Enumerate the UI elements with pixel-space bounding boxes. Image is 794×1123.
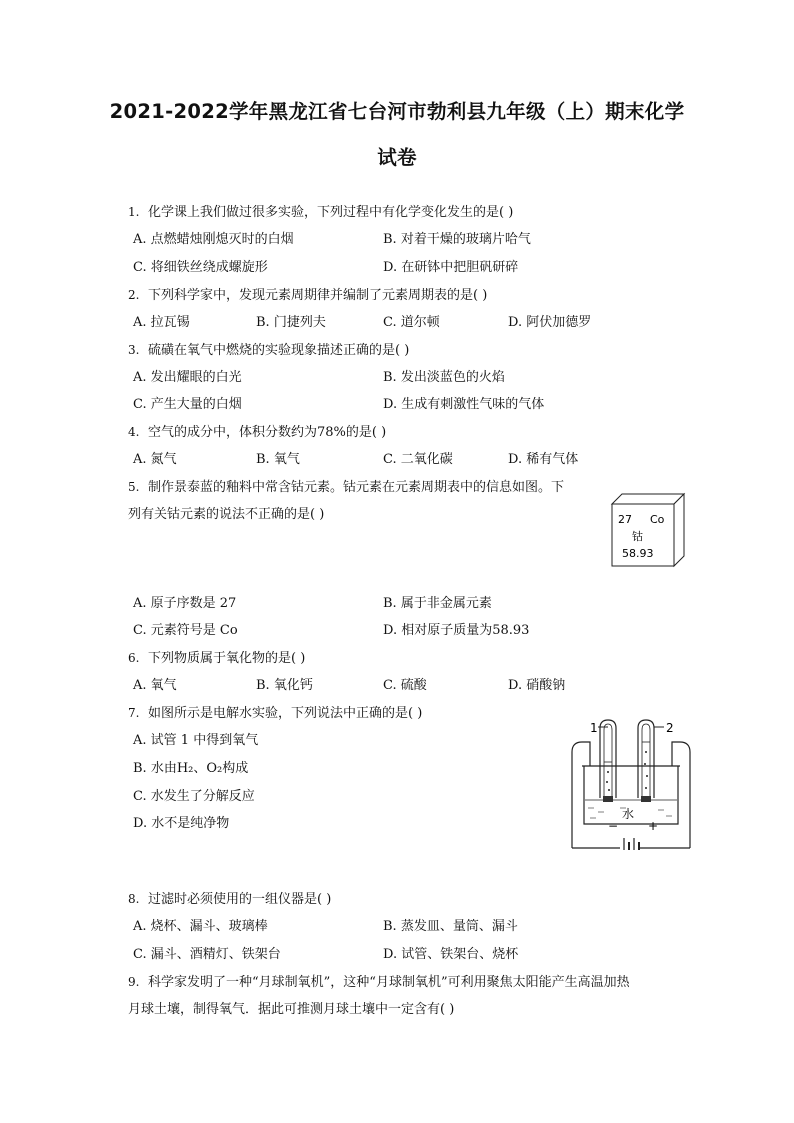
option-b: B. 属于非金属元素 (383, 596, 492, 611)
question-number: 9. (128, 975, 140, 989)
option-a: A. 氧气 (133, 678, 177, 693)
question-text: 如图所示是电解水实验，下列说法中正确的是( ) (148, 706, 423, 721)
option-d: D. 相对原子质量为58.93 (383, 623, 530, 638)
question-text: 空气的成分中，体积分数约为78%的是( ) (148, 425, 387, 440)
question-number: 4. (128, 425, 140, 439)
option-c: C. 漏斗、酒精灯、铁架台 (133, 947, 281, 962)
option-d: D. 阿伏加德罗 (508, 315, 592, 330)
question-number: 7. (128, 706, 140, 720)
question-2 (128, 286, 487, 305)
element-name: 钴 (632, 530, 643, 543)
tube-2-label: 2 (666, 721, 674, 735)
option-a: A. 发出耀眼的白光 (133, 370, 242, 385)
question-number: 3. (128, 343, 140, 357)
option-c: C. 元素符号是 Co (133, 623, 238, 638)
electrolysis-diagram (568, 712, 698, 850)
question-number: 5. (128, 480, 140, 494)
question-8 (128, 890, 331, 909)
option-b: B. 氧气 (256, 452, 300, 467)
question-5 (128, 478, 564, 497)
positive-terminal: + (648, 819, 659, 833)
option-c: C. 二氧化碳 (383, 452, 453, 467)
question-number: 6. (128, 651, 140, 665)
option-a: A. 原子序数是 27 (133, 596, 237, 611)
option-d: D. 生成有刺激性气味的气体 (383, 397, 545, 412)
page-title-line2: 试卷 (377, 146, 417, 169)
option-b: B. 水由H₂、O₂构成 (133, 761, 249, 776)
question-text: 过滤时必须使用的一组仪器是( ) (148, 892, 332, 907)
element-symbol: Co (650, 513, 665, 526)
option-c: C. 道尔顿 (383, 315, 440, 330)
option-c: C. 硫酸 (383, 678, 427, 693)
option-b: B. 门捷列夫 (256, 315, 326, 330)
option-a: A. 氮气 (133, 452, 177, 467)
option-a: A. 拉瓦锡 (133, 315, 190, 330)
question-3 (128, 341, 409, 360)
question-text: 下列物质属于氧化物的是( ) (148, 651, 306, 666)
question-text: 下列科学家中，发现元素周期律并编制了元素周期表的是( ) (148, 288, 488, 303)
question-number: 8. (128, 892, 140, 906)
option-d: D. 硝酸钠 (508, 678, 566, 693)
atomic-mass: 58.93 (622, 547, 654, 560)
question-5-line2: 列有关钴元素的说法不正确的是( ) (128, 507, 325, 522)
option-d: D. 水不是纯净物 (133, 816, 230, 831)
option-c: C. 将细铁丝绕成螺旋形 (133, 260, 268, 275)
option-d: D. 在研钵中把胆矾研碎 (383, 260, 519, 275)
question-text: 科学家发明了一种“月球制氧机”，这种“月球制氧机”可利用聚焦太阳能产生高温加热 (148, 975, 630, 990)
option-b: B. 蒸发皿、量筒、漏斗 (383, 919, 518, 934)
option-a: A. 烧杯、漏斗、玻璃棒 (133, 919, 268, 934)
atomic-number: 27 (618, 513, 632, 526)
option-a: A. 试管 1 中得到氧气 (133, 733, 259, 748)
option-a: A. 点燃蜡烛刚熄灭时的白烟 (133, 232, 294, 247)
page-title: 2021-2022学年黑龙江省七台河市勃利县九年级（上）期末化学 (109, 100, 685, 123)
question-4 (128, 423, 386, 442)
option-b: B. 氧化钙 (256, 678, 313, 693)
question-9-line2: 月球土壤，制得氧气．据此可推测月球土壤中一定含有( ) (128, 1002, 455, 1017)
question-text: 硫磺在氧气中燃烧的实验现象描述正确的是( ) (148, 343, 410, 358)
option-d: D. 稀有气体 (508, 452, 579, 467)
option-c: C. 水发生了分解反应 (133, 789, 255, 804)
water-label: 水 (622, 807, 635, 821)
option-c: C. 产生大量的白烟 (133, 397, 242, 412)
question-6 (128, 649, 305, 668)
question-number: 2. (128, 288, 140, 302)
option-b: B. 发出淡蓝色的火焰 (383, 370, 505, 385)
question-7 (128, 704, 422, 723)
question-number: 1. (128, 205, 140, 219)
question-text: 制作景泰蓝的釉料中常含钴元素。钴元素在元素周期表中的信息如图。下 (148, 480, 565, 495)
negative-terminal: − (608, 819, 619, 833)
question-text: 化学课上我们做过很多实验，下列过程中有化学变化发生的是( ) (148, 205, 514, 220)
option-d: D. 试管、铁架台、烧杯 (383, 947, 519, 962)
question-9 (128, 973, 630, 992)
question-1 (128, 203, 513, 222)
option-b: B. 对着干燥的玻璃片哈气 (383, 232, 531, 247)
cobalt-element-card (608, 490, 688, 568)
tube-1-label: 1 (590, 721, 598, 735)
